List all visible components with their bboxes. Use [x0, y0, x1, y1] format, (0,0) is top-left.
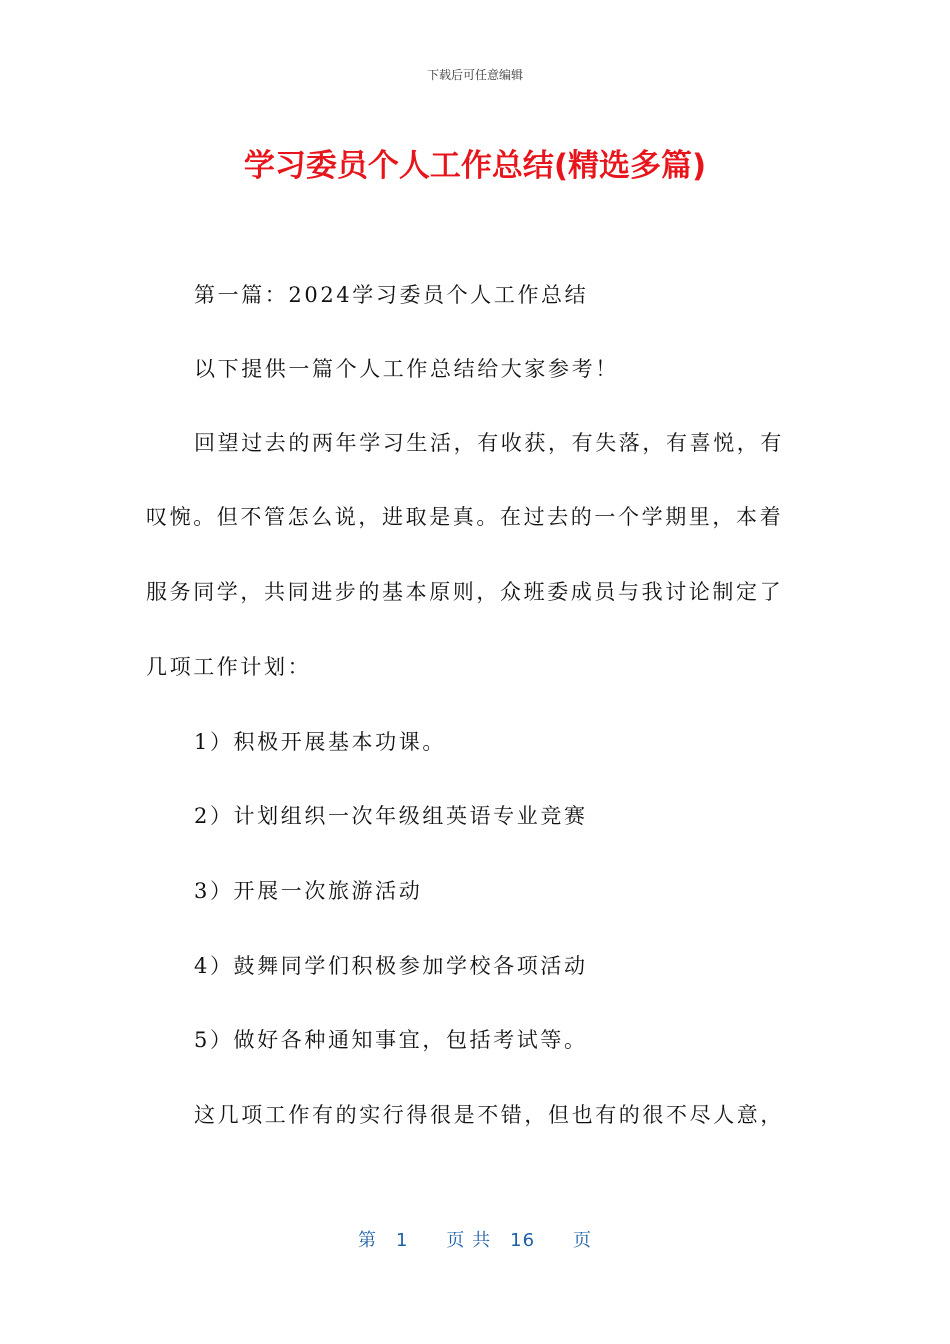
- paragraph-line: 以下提供一篇个人工作总结给大家参考！: [194, 357, 619, 381]
- paragraph-line: 服务同学，共同进步的基本原则，众班委成员与我讨论制定了: [146, 580, 784, 604]
- header-note: 下载后可任意编辑: [426, 68, 523, 82]
- list-item: 2）计划组织一次年级组英语专业竞赛: [194, 804, 588, 828]
- paragraph-line: 第一篇：2024学习委员个人工作总结: [194, 283, 589, 307]
- document-title: 学习委员个人工作总结(精选多篇): [243, 148, 707, 184]
- list-item: 4）鼓舞同学们积极参加学校各项活动: [194, 954, 588, 978]
- list-item: 3）开展一次旅游活动: [194, 879, 423, 903]
- paragraph-line: 几项工作计划：: [146, 655, 312, 679]
- list-item: 1）积极开展基本功课。: [194, 730, 446, 754]
- paragraph-line: 叹惋。但不管怎么说，进取是真。在过去的一个学期里，本着: [146, 505, 784, 529]
- paragraph-line: 这几项工作有的实行得很是不错，但也有的很不尽人意，: [194, 1103, 784, 1127]
- page-footer: 第 1 页 共 16 页: [357, 1230, 593, 1251]
- list-item: 5）做好各种通知事宜，包括考试等。: [194, 1028, 588, 1052]
- paragraph-line: 回望过去的两年学习生活，有收获，有失落，有喜悦，有: [194, 431, 784, 455]
